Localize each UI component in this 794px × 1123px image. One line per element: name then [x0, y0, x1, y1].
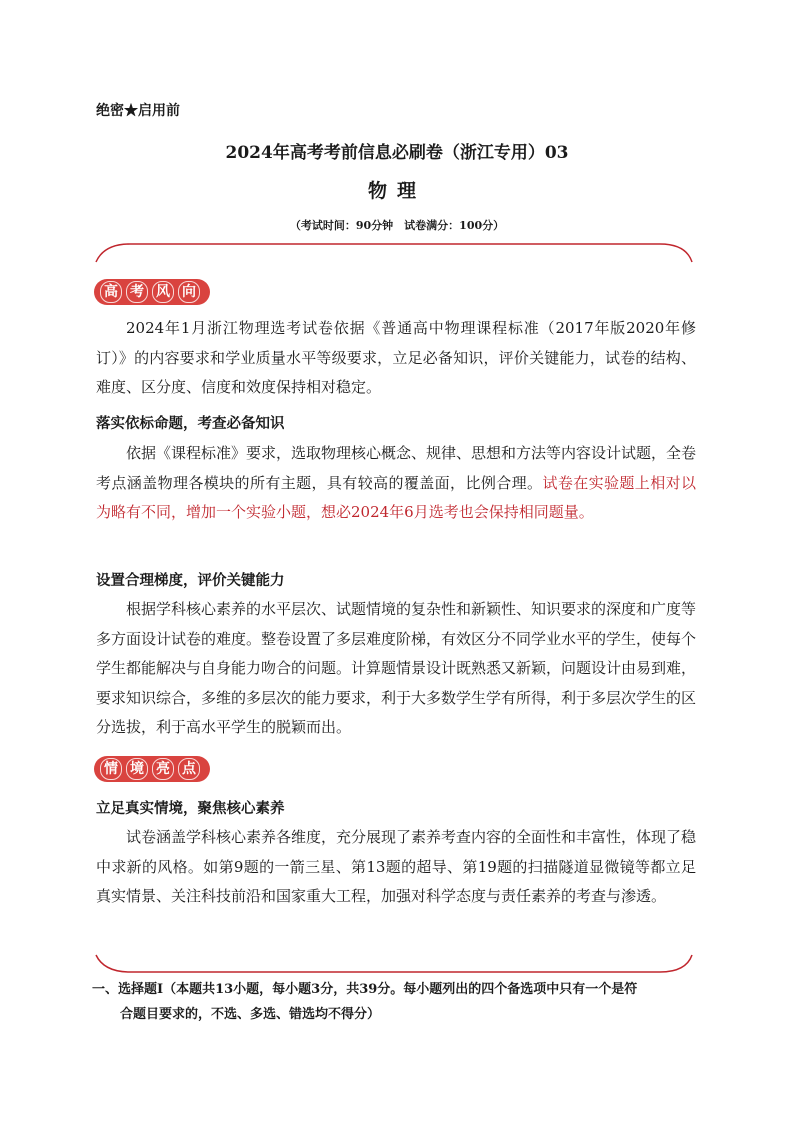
paper-title: 2024年高考考前信息必刷卷（浙江专用）03 [225, 143, 569, 163]
paragraph-standards-text: 依据《课程标准》要求，选取物理核心概念、规律、思想和方法等内容设计试题，全卷考点涵盖物理各模块的所有主题，具有较高的覆盖面，比例合理。 [96, 444, 697, 492]
badge-char: 高 [100, 281, 122, 303]
paragraph-standards-highlight: 试卷在实验题上相对以为略有不同，增加一个实验小题，想必2024年6月选考也会保持相同题量。 [96, 473, 696, 521]
section-one-line2: 合题目要求的，不选、多选、错选均不得分） [120, 1007, 381, 1022]
confidential-label: 绝密★启用前 [96, 103, 180, 119]
subject-title: 物理 [367, 180, 426, 202]
trend-intro: 2024年1月浙江物理选考试卷依据《普通高中物理课程标准（2017年版2020年修订）》的内容要求和学业质量水平等级要求，立足必备知识，评价关键能力，试卷的结构、难度、区分度、信度和效度保持相对稳定。 [96, 319, 696, 396]
badge-char: 亮 [152, 758, 174, 780]
trend-badge [94, 279, 210, 305]
paragraph-standards [96, 439, 696, 528]
badge-char: 风 [152, 281, 174, 303]
badge-char: 境 [126, 758, 148, 780]
heading-standards: 落实依标命题，考查必备知识 [96, 415, 285, 432]
paragraph-gradient: 根据学科核心素养的水平层次、试题情境的复杂性和新颖性、知识要求的深度和广度等多方面设计试卷的难度。整卷设置了多层难度阶梯，有效区分不同学业水平的学生，使每个学生都能解决与自身能力吻合的问题。计算题情景设计既熟悉又新颖，问题设计由易到难，要求知识综合，多维的多层次的能力要求，利于大多数学生学有所得，利于多层次学生的区分选拔，利于高水平学生的脱颖而出。 [96, 600, 697, 736]
paragraph-context: 试卷涵盖学科核心素养各维度，充分展现了素养考查内容的全面性和丰富性，体现了稳中求新的风格。如第9题的一箭三星、第13题的超导、第19题的扫描隧道显微镜等都立足真实情景、关注科技前沿和国家重大工程，加强对科学态度与责任素养的考查与渗透。 [96, 828, 697, 905]
exam-info: （考试时间：90分钟 试卷满分：100分） [289, 219, 505, 232]
badge-char: 向 [178, 281, 200, 303]
heading-context: 立足真实情境，聚焦核心素养 [96, 800, 285, 817]
badge-char: 考 [126, 281, 148, 303]
section-one-line1: 一、选择题Ⅰ（本题共13小题，每小题3分，共39分。每小题列出的四个备选项中只有一个是符 [92, 982, 638, 997]
highlight-badge [94, 756, 210, 782]
badge-char: 情 [100, 758, 122, 780]
badge-char: 点 [178, 758, 200, 780]
heading-gradient: 设置合理梯度，评价关键能力 [96, 572, 285, 589]
section-one-instructions [92, 977, 708, 1027]
